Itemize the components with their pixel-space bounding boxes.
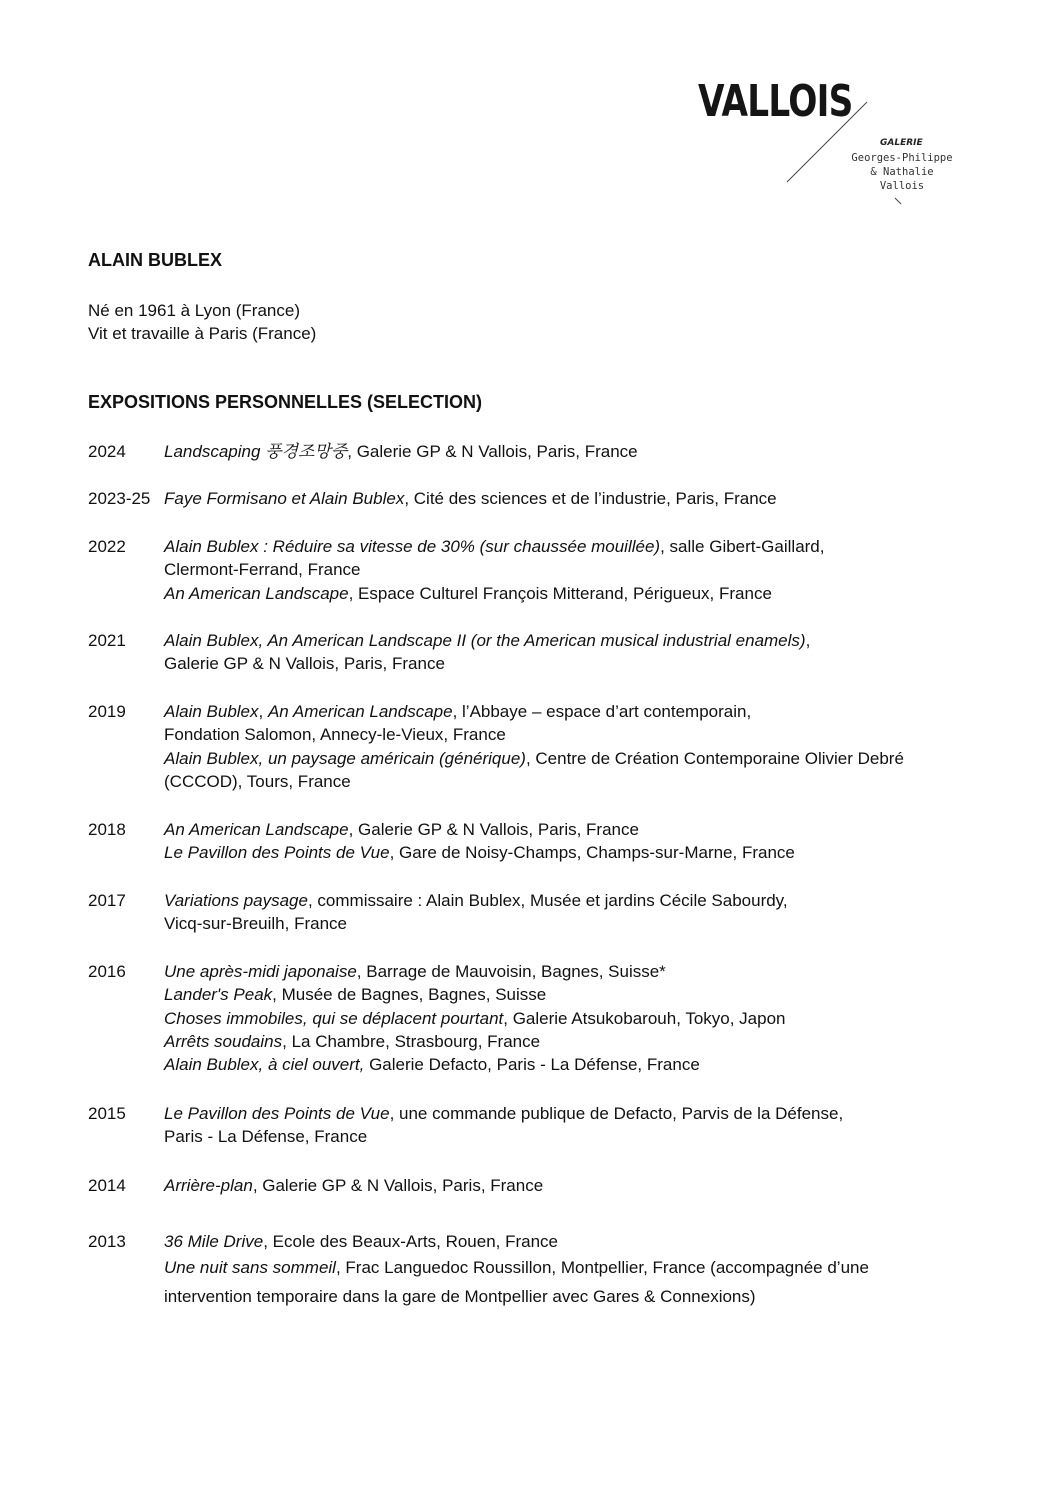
exhibition-title: Faye Formisano et Alain Bublex [164, 489, 405, 508]
entry-year: 2016 [88, 962, 126, 981]
exhibition-title: Alain Bublex [164, 702, 259, 721]
exhibition-venue: , Galerie GP & N Vallois, Paris, France [348, 820, 639, 839]
entry-line [164, 723, 984, 746]
exhibition-venue: , une commande publique de Defacto, Parvis de la Défense, [389, 1104, 844, 1123]
exhibition-title: Arrêts soudains [164, 1031, 283, 1051]
exhibition-venue: , [258, 702, 268, 721]
entry-year: 2013 [88, 1232, 126, 1251]
exhibition-title: Alain Bublex : Réduire sa vitesse de 30% (sur chaussée mouillée) [164, 537, 661, 556]
entry-line [164, 1102, 984, 1125]
exhibition-title: Arrière-plan [164, 1176, 253, 1195]
exhibition-venue: (CCCOD), Tours, France [164, 771, 351, 791]
entry-line [164, 1174, 984, 1197]
entry-line [164, 1253, 984, 1282]
exhibition-title: Landscaping 풍경조망중 [164, 442, 348, 461]
entry-line [164, 700, 984, 723]
entry-line [164, 912, 984, 935]
exhibition-venue: , Ecole des Beaux-Arts, Rouen, France [263, 1232, 559, 1251]
bio-line: Né en 1961 à Lyon (France) [88, 301, 300, 320]
exhibition-title: Alain Bublex, un paysage américain (générique) [164, 748, 526, 768]
entry-line [164, 582, 984, 605]
exhibition-venue: , La Chambre, Strasbourg, France [282, 1031, 541, 1051]
exhibition-title: Alain Bublex, à ciel ouvert, [164, 1055, 365, 1075]
exhibition-venue: , salle Gibert-Gaillard, [660, 537, 825, 556]
entry-line [164, 440, 984, 463]
exhibition-title: Variations paysage [164, 891, 308, 910]
logo-name-line: Georges-Philippe [851, 152, 953, 164]
exhibition-venue: , Galerie GP & N Vallois, Paris, France [347, 442, 638, 461]
exhibition-venue: Galerie Defacto, Paris - La Défense, France [364, 1055, 700, 1075]
entry-year: 2014 [88, 1176, 126, 1195]
entry-year: 2021 [88, 631, 126, 650]
exhibition-venue: , l’Abbaye – espace d’art contemporain, [452, 702, 752, 721]
exhibition-venue: Clermont-Ferrand, France [164, 560, 361, 580]
exhibition-venue: , Centre de Création Contemporaine Olivier Debré [525, 748, 904, 768]
exhibition-venue: , Galerie Atsukobarouh, Tokyo, Japon [503, 1008, 786, 1028]
exhibition-venue: Fondation Salomon, Annecy-le-Vieux, France [164, 725, 506, 745]
exhibition-venue: , Galerie GP & N Vallois, Paris, France [252, 1176, 544, 1195]
entry-line [164, 747, 984, 770]
bio-line: Vit et travaille à Paris (France) [88, 324, 317, 343]
exhibition-title: An American Landscape [164, 820, 349, 839]
entry-line [164, 983, 984, 1006]
exhibition-title: Alain Bublex, An American Landscape II (or the American musical industrial enamels) [164, 631, 806, 650]
exhibition-title: Choses immobiles, qui se déplacent pourtant [164, 1008, 504, 1028]
entry-year: 2022 [88, 537, 126, 556]
entry-line [164, 629, 984, 652]
logo-wordmark: VALLOIS [698, 76, 853, 127]
exhibition-venue: , Barrage de Mauvoisin, Bagnes, Suisse* [356, 962, 666, 981]
exhibition-venue: , [805, 631, 811, 650]
artist-name: ALAIN BUBLEX [88, 250, 222, 270]
entry-line [164, 1007, 984, 1030]
exhibition-title: Lander's Peak [164, 985, 273, 1005]
entry-line [164, 889, 984, 912]
entry-line [164, 652, 984, 675]
exhibition-venue: , Musée de Bagnes, Bagnes, Suisse [272, 985, 547, 1005]
entry-line [164, 1030, 984, 1053]
exhibition-title: Le Pavillon des Points de Vue [164, 1104, 390, 1123]
exhibition-title: Le Pavillon des Points de Vue [164, 843, 390, 863]
exhibition-venue: , Cité des sciences et de l’industrie, Paris, France [404, 489, 777, 508]
entry-year: 2024 [88, 442, 126, 461]
logo-slash-line [690, 70, 990, 220]
exhibition-title: An American Landscape [267, 702, 453, 721]
entry-line [164, 1230, 984, 1253]
exhibition-venue: intervention temporaire dans la gare de Montpellier avec Gares & Connexions) [164, 1287, 756, 1306]
exhibition-venue: , Frac Languedoc Roussillon, Montpellier, France (accompagnée d’une [335, 1258, 869, 1277]
entry-line [164, 770, 984, 793]
logo-name-line: Vallois [879, 180, 925, 192]
entry-year: 2015 [88, 1104, 126, 1123]
exhibition-title: 36 Mile Drive [164, 1232, 264, 1251]
entry-line [164, 487, 984, 510]
exhibition-venue: , commissaire : Alain Bublex, Musée et jardins Cécile Sabourdy, [307, 891, 788, 910]
logo-galerie-label: GALERIE [880, 138, 923, 148]
logo-name-line: & Nathalie [870, 166, 934, 178]
gallery-logo [690, 70, 990, 220]
entry-year: 2018 [88, 820, 126, 839]
exhibition-title: Une après-midi japonaise [164, 962, 357, 981]
exhibition-venue: Galerie GP & N Vallois, Paris, France [164, 654, 445, 674]
exhibition-venue: , Gare de Noisy-Champs, Champs-sur-Marne, France [389, 843, 795, 863]
entry-line [164, 960, 984, 983]
logo-gallery-names [842, 151, 962, 193]
entry-line [164, 1125, 984, 1148]
entry-line [164, 535, 984, 558]
entry-line [164, 1282, 984, 1311]
entry-line [164, 841, 984, 864]
entry-year: 2023-25 [88, 489, 151, 508]
entry-year: 2017 [88, 891, 126, 910]
exhibition-venue: , Espace Culturel François Mitterand, Périgueux, France [348, 583, 772, 603]
entry-line [164, 558, 984, 581]
entry-line [164, 818, 984, 841]
entry-year: 2019 [88, 702, 126, 721]
section-title: EXPOSITIONS PERSONNELLES (SELECTION) [88, 392, 483, 412]
exhibition-title: An American Landscape [164, 583, 349, 603]
exhibition-venue: Vicq-sur-Breuilh, France [164, 914, 347, 934]
artist-bio [88, 299, 316, 345]
entry-line [164, 1053, 984, 1076]
exhibition-title: Une nuit sans sommeil [164, 1258, 336, 1277]
exhibition-venue: Paris - La Défense, France [164, 1127, 368, 1147]
